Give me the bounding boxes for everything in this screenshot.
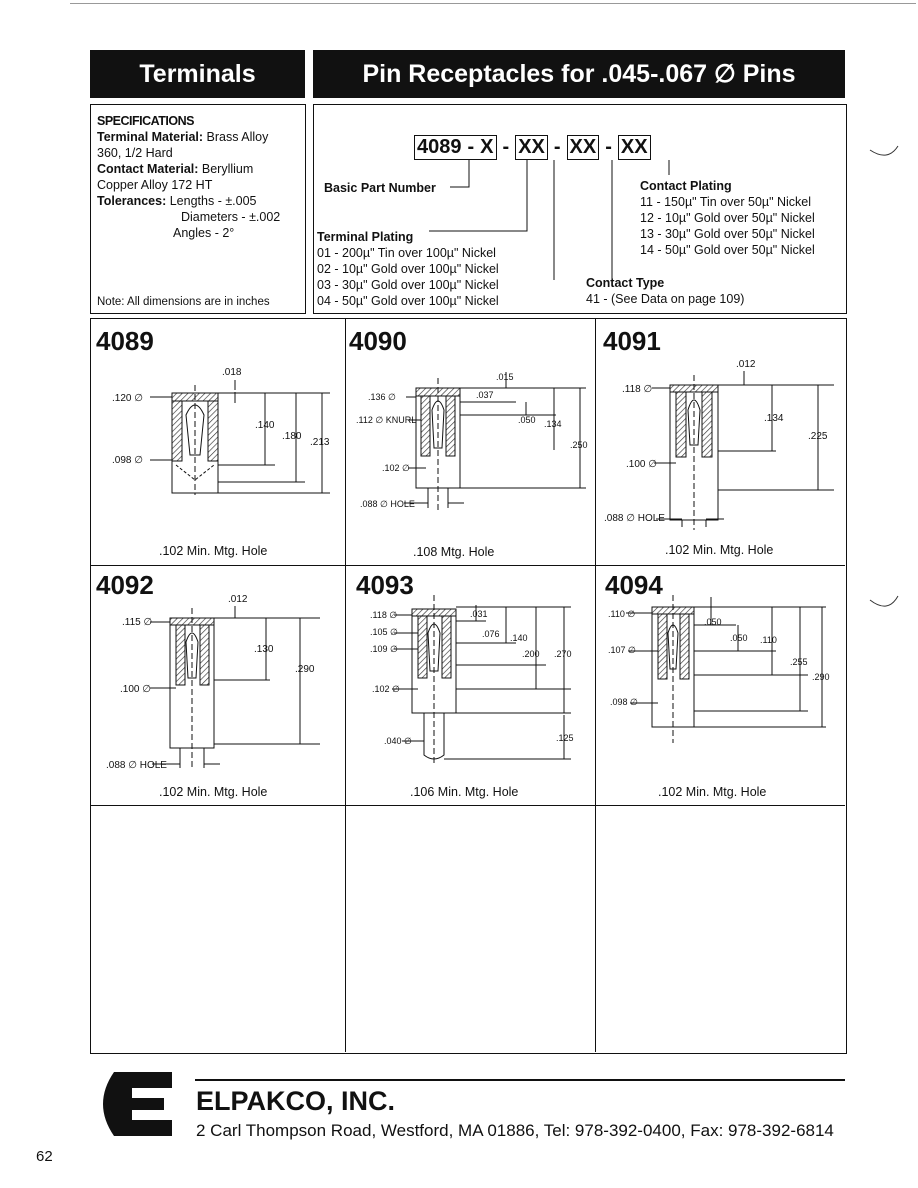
pn-contact-type: XX xyxy=(515,135,548,160)
terminal-material-value: Brass Alloy xyxy=(206,130,269,144)
dim-label: .136 ∅ xyxy=(368,392,396,402)
dim-label: .015 xyxy=(496,372,514,382)
terminal-material-value2: 360, 1/2 Hard xyxy=(97,146,173,160)
pn-dash: - xyxy=(502,136,510,158)
dim-label: .213 xyxy=(310,437,330,448)
terminal-material-label: Terminal Material: xyxy=(97,130,204,144)
margin-marks xyxy=(860,130,910,630)
dim-label: .040 ∅ xyxy=(384,736,412,746)
contact-plating-section xyxy=(640,178,815,258)
pn-dash: - xyxy=(553,136,561,158)
dim-label: .120 ∅ xyxy=(112,393,143,404)
dim-label: .109 ∅ xyxy=(370,644,398,654)
part-title-4091: 4091 xyxy=(603,326,661,356)
dim-label: .112 ∅ KNURL xyxy=(356,415,417,425)
contact-material-value2: Copper Alloy 172 HT xyxy=(97,178,213,192)
contact-plating-title: Contact Plating xyxy=(640,179,732,193)
dim-label: .290 xyxy=(812,672,830,682)
part-caption-4092: .102 Min. Mtg. Hole xyxy=(159,785,268,799)
section-title: Terminals xyxy=(90,50,305,98)
company-logo xyxy=(92,1070,172,1138)
dim-label: .250 xyxy=(570,440,588,450)
dim-label: .102 ∅ xyxy=(372,684,400,694)
specs-heading: SPECIFICATIONS xyxy=(97,114,194,128)
page-title: Pin Receptacles for .045-.067 ∅ Pins xyxy=(313,50,845,98)
company-name: ELPAKCO, INC. xyxy=(196,1086,396,1116)
dim-label: .031 xyxy=(470,609,488,619)
tolerances-label: Tolerances: xyxy=(97,194,167,208)
dim-label: .140 xyxy=(255,420,275,431)
dim-label: .107 ∅ xyxy=(608,645,636,655)
contact-plating-option: 11 - 150µ" Tin over 50µ" Nickel xyxy=(640,195,812,209)
terminal-plating-section xyxy=(317,229,499,309)
pn-dash: - xyxy=(467,136,475,158)
pn-contact-plating: XX xyxy=(567,135,600,160)
dim-label: .110 ∅ xyxy=(608,609,636,619)
contact-material-label: Contact Material: xyxy=(97,162,199,176)
dim-label: .098 ∅ xyxy=(610,697,638,707)
part-title-4094: 4094 xyxy=(605,570,663,600)
dim-label: .134 xyxy=(544,419,562,429)
part-title-4093: 4093 xyxy=(356,570,414,600)
terminal-plating-title: Terminal Plating xyxy=(317,230,414,244)
pn-option: XX xyxy=(618,135,651,160)
part-caption-4094: .102 Min. Mtg. Hole xyxy=(658,785,767,799)
part-number-box xyxy=(313,104,847,314)
dim-label: .180 xyxy=(282,431,302,442)
contact-plating-option: 13 - 30µ" Gold over 50µ" Nickel xyxy=(640,227,815,241)
contact-plating-option: 14 - 50µ" Gold over 50µ" Nickel xyxy=(640,243,815,257)
terminal-plating-option: 04 - 50µ" Gold over 100µ" Nickel xyxy=(317,294,499,308)
dim-label: .105 ∅ xyxy=(370,627,398,637)
dim-label: .255 xyxy=(790,657,808,667)
dim-label: .118 ∅ xyxy=(622,384,653,395)
pn-terminal-plating: X xyxy=(480,136,494,158)
tolerance-diameters: Diameters - ±.002 xyxy=(181,210,281,224)
dim-label: .200 xyxy=(522,649,540,659)
terminal-plating-option: 02 - 10µ" Gold over 100µ" Nickel xyxy=(317,262,499,276)
dim-label: .130 xyxy=(254,644,274,655)
dim-label: .018 xyxy=(222,367,242,378)
top-rule xyxy=(70,3,916,4)
dim-label: .134 xyxy=(764,413,784,424)
dim-label: .050 xyxy=(704,617,722,627)
contact-type-section xyxy=(586,275,744,307)
dim-label: .088 ∅ HOLE xyxy=(106,760,167,771)
dim-label: .012 xyxy=(736,359,756,370)
part-caption-4090: .108 Mtg. Hole xyxy=(413,545,495,559)
part-title-4089: 4089 xyxy=(96,326,154,356)
part-title-4090: 4090 xyxy=(349,326,407,356)
drawing-4089 xyxy=(90,355,345,540)
grid-divider xyxy=(90,805,845,806)
dimensions-note: Note: All dimensions are in inches xyxy=(97,296,270,308)
drawing-4094 xyxy=(596,595,845,780)
page-number: 62 xyxy=(36,1148,53,1165)
dim-label: .088 ∅ HOLE xyxy=(604,513,665,524)
contact-plating-option: 12 - 10µ" Gold over 50µ" Nickel xyxy=(640,211,815,225)
dim-label: .225 xyxy=(808,431,828,442)
contact-type-title: Contact Type xyxy=(586,276,665,290)
drawing-4092 xyxy=(90,592,345,777)
specifications-box xyxy=(90,104,306,314)
terminal-plating-option: 03 - 30µ" Gold over 100µ" Nickel xyxy=(317,278,499,292)
part-title-4092: 4092 xyxy=(96,570,154,600)
dim-label: .037 xyxy=(476,390,494,400)
dim-label: .125 xyxy=(556,733,574,743)
basic-part-number-label: Basic Part Number xyxy=(324,181,436,195)
drawing-4093 xyxy=(346,595,595,780)
dim-label: .076 xyxy=(482,629,500,639)
dim-label: .098 ∅ xyxy=(112,455,143,466)
part-caption-4093: .106 Min. Mtg. Hole xyxy=(410,785,519,799)
drawing-4090 xyxy=(346,360,595,540)
part-caption-4089: .102 Min. Mtg. Hole xyxy=(159,544,268,558)
tolerance-angles: Angles - 2° xyxy=(173,226,235,240)
dim-label: .270 xyxy=(554,649,572,659)
dim-label: .100 ∅ xyxy=(120,684,151,695)
company-address: 2 Carl Thompson Road, Westford, MA 01886, Tel: 978-392-0400, Fax: 978-392-6814 xyxy=(196,1121,834,1140)
dim-label: .118 ∅ xyxy=(370,610,398,620)
terminal-plating-option: 01 - 200µ" Tin over 100µ" Nickel xyxy=(317,246,496,260)
tolerance-lengths: Lengths - ±.005 xyxy=(169,194,257,208)
dim-label: .140 xyxy=(510,633,528,643)
dim-label: .050 xyxy=(518,415,536,425)
pn-base: 4089 xyxy=(417,136,462,158)
drawing-4091 xyxy=(596,355,845,535)
contact-type-option: 41 - (See Data on page 109) xyxy=(586,292,745,306)
footer-rule xyxy=(195,1079,845,1081)
dim-label: .012 xyxy=(228,594,248,605)
dim-label: .050 xyxy=(730,633,748,643)
dim-label: .100 ∅ xyxy=(626,459,657,470)
dim-label: .290 xyxy=(295,664,315,675)
dim-label: .115 ∅ xyxy=(122,617,153,628)
dim-label: .088 ∅ HOLE xyxy=(360,499,415,509)
part-caption-4091: .102 Min. Mtg. Hole xyxy=(665,543,774,557)
contact-material-value: Beryllium xyxy=(201,162,254,176)
grid-divider xyxy=(90,565,845,566)
dim-label: .102 ∅ xyxy=(382,463,410,473)
dim-label: .110 xyxy=(760,635,777,645)
pn-dash: - xyxy=(605,136,612,158)
